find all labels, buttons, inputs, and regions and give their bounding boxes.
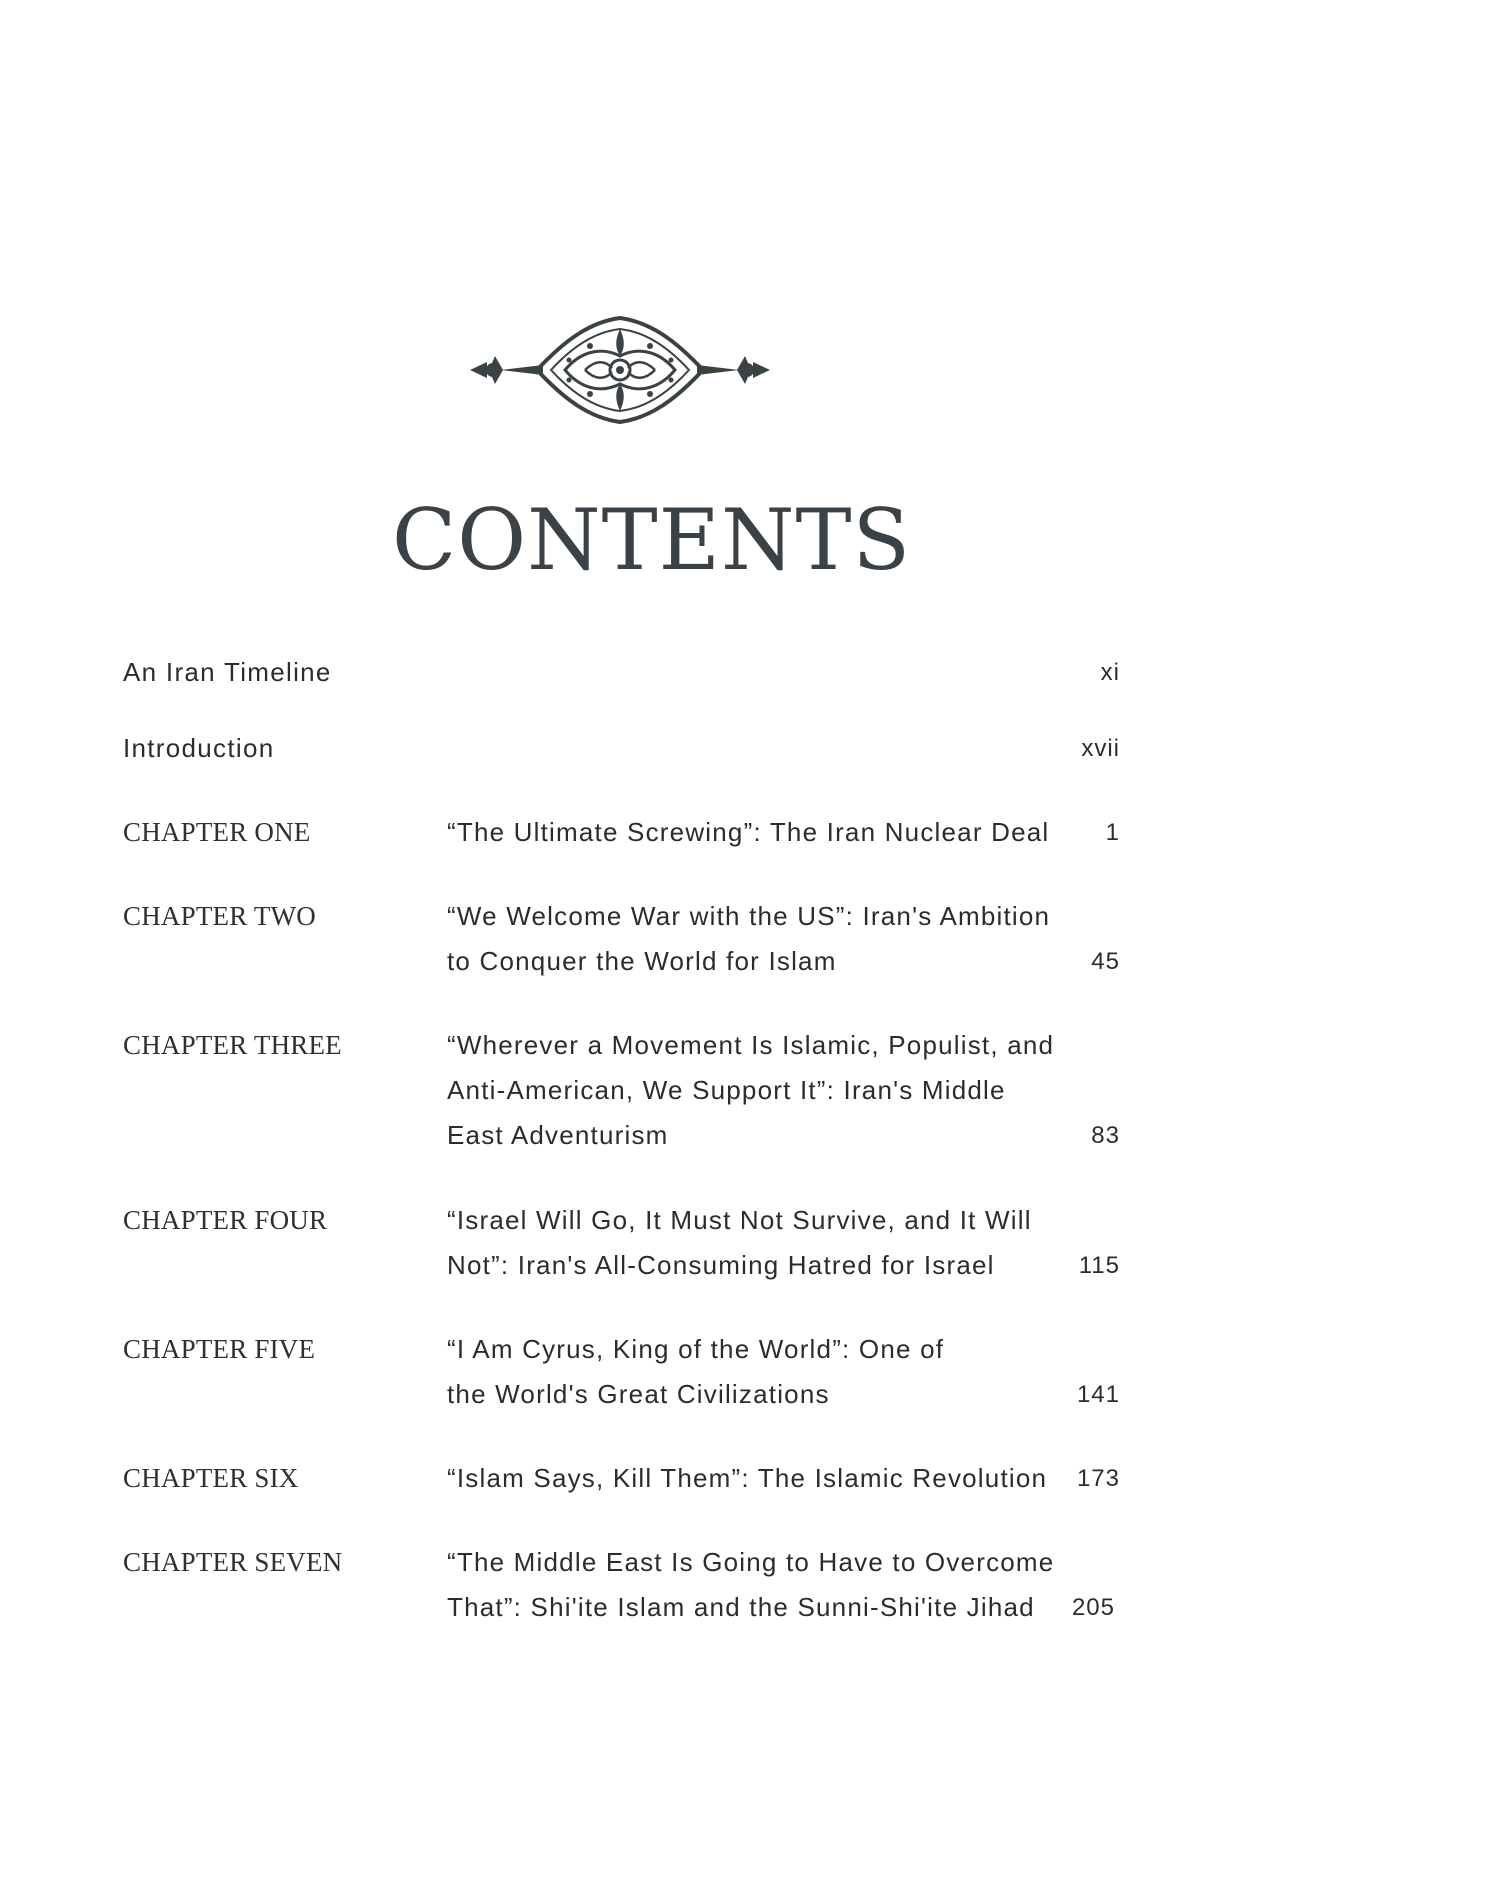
chapter-title (447, 1456, 1087, 1501)
chapter-title-line: “Wherever a Movement Is Islamic, Populist, and (447, 1030, 1055, 1060)
chapter-title-line: “I Am Cyrus, King of the World”: One of (447, 1334, 945, 1364)
chapter-title-line: “The Ultimate Screwing”: The Iran Nuclear Deal (447, 817, 1050, 847)
chapter-title-line: “The Middle East Is Going to Have to Overcome (447, 1547, 1055, 1577)
toc-page-number: 1 (1105, 819, 1120, 846)
chapter-label: CHAPTER SIX (123, 1463, 299, 1493)
chapter-title-line: “Israel Will Go, It Must Not Survive, and It Will (447, 1205, 1032, 1235)
toc-page-number: 141 (1076, 1381, 1120, 1408)
chapter-label: CHAPTER FIVE (123, 1334, 316, 1364)
chapter-title-line: “Islam Says, Kill Them”: The Islamic Revolution (447, 1463, 1048, 1493)
chapter-label: CHAPTER SEVEN (123, 1547, 343, 1577)
chapter-title-line: Not”: Iran's All-Consuming Hatred for Israel (447, 1250, 995, 1280)
toc-page-number: xi (1100, 659, 1120, 686)
chapter-label: CHAPTER FOUR (123, 1205, 328, 1235)
chapter-title-line: “We Welcome War with the US”: Iran's Ambition (447, 901, 1051, 931)
chapter-label: CHAPTER THREE (123, 1030, 342, 1060)
chapter-label: CHAPTER ONE (123, 817, 311, 847)
toc-page-number: 83 (1091, 1122, 1120, 1149)
toc-entry-label: Introduction (123, 733, 275, 763)
chapter-title (447, 1327, 1087, 1417)
chapter-title-line: Anti-American, We Support It”: Iran's Middle (447, 1075, 1006, 1105)
chapter-title-line: That”: Shi'ite Islam and the Sunni-Shi'ite Jihad (447, 1592, 1035, 1622)
toc-page-number: 205 (1071, 1594, 1115, 1621)
chapter-title (447, 1023, 1087, 1158)
page-title: CONTENTS (392, 491, 912, 589)
chapter-label: CHAPTER TWO (123, 901, 316, 931)
toc-entry-label: An Iran Timeline (123, 657, 332, 687)
chapter-title (447, 810, 1087, 855)
chapter-title (447, 1540, 1087, 1630)
ornament-icon (465, 310, 775, 430)
chapter-title-line: East Adventurism (447, 1120, 669, 1150)
chapter-title-line: to Conquer the World for Islam (447, 946, 837, 976)
toc-page-number: 45 (1091, 948, 1120, 975)
chapter-title (447, 894, 1087, 984)
chapter-title-line: the World's Great Civilizations (447, 1379, 830, 1409)
toc-page-number: 173 (1076, 1465, 1120, 1492)
toc-page-number: xvii (1081, 735, 1120, 762)
toc-page-number: 115 (1078, 1252, 1120, 1279)
chapter-title (447, 1198, 1087, 1288)
